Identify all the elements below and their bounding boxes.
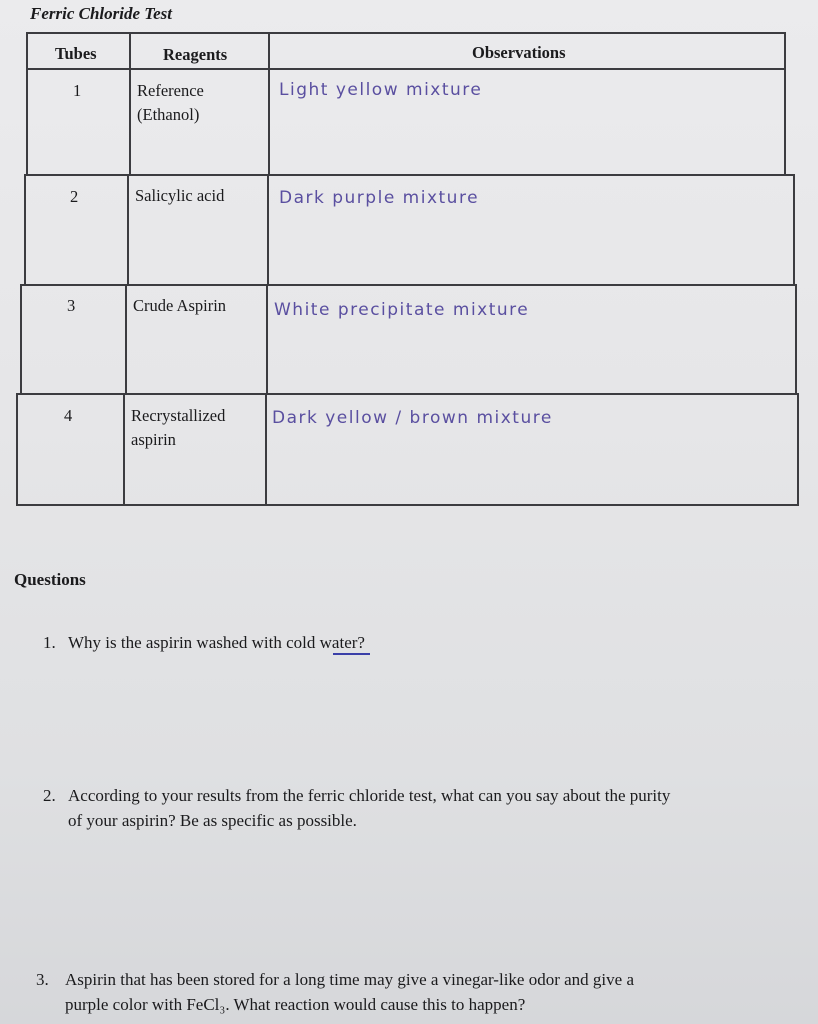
handwritten-underline [333,653,370,655]
observation-handwritten: Light yellow mixture [279,80,483,100]
question-2 [43,783,813,838]
table-border-right [784,32,786,175]
table-col-divider [268,32,270,175]
questions-heading: Questions [14,570,86,589]
table-border-left [24,174,26,284]
table-col-divider [125,284,127,394]
question-text-line2: purple color with FeCl₃. What reaction would cause this to happen? [65,995,526,1014]
question-text: According to your results from the ferric chloride test, what can you say about the purity [68,786,671,805]
observation-handwritten: Dark purple mixture [279,188,480,208]
header-observations: Observations [472,43,566,62]
table-border-left [20,284,22,394]
table-col-divider [127,174,129,284]
table-col-divider [265,393,267,505]
table-border-top [27,32,786,34]
table-row-divider [22,284,796,286]
question-number: 3. [36,970,49,989]
table-border-bottom [16,504,799,506]
table-col-divider [266,284,268,394]
reagent-name: Crude Aspirin [133,296,227,315]
table-row-divider [18,393,798,395]
tube-number: 1 [73,81,82,100]
question-3 [36,967,816,1022]
tube-number: 2 [70,187,79,206]
header-tubes: Tubes [55,44,97,63]
question-text: Why is the aspirin washed with cold water? [68,633,365,652]
reagent-name-line2: aspirin [131,430,176,449]
page-title: Ferric Chloride Test [30,4,172,23]
question-1 [43,630,803,660]
reagent-name: Salicylic acid [135,186,225,205]
question-number: 2. [43,786,56,805]
table-border-left [16,393,18,505]
table-col-divider [129,32,131,175]
observation-handwritten: Dark yellow / brown mixture [272,408,553,428]
reagent-name: Recrystallized [131,406,226,425]
table-border-left [26,32,28,175]
tube-number: 4 [64,406,73,425]
table-border-right [793,174,795,284]
reagent-name: Reference [137,81,204,100]
table-border-right [795,284,797,394]
question-text: Aspirin that has been stored for a long time may give a vinegar-like odor and give a [65,970,634,989]
header-reagents: Reagents [163,45,228,64]
table-border-right [797,393,799,505]
question-number: 1. [43,633,56,652]
table-header-divider [27,68,786,70]
observation-handwritten: White precipitate mixture [274,300,530,320]
tube-number: 3 [67,296,76,315]
reagent-name-line2: (Ethanol) [137,105,200,124]
table-col-divider [123,393,125,505]
table-row-divider [26,174,794,176]
table-col-divider [267,174,269,284]
question-text-line2: of your aspirin? Be as specific as possible. [68,811,357,830]
